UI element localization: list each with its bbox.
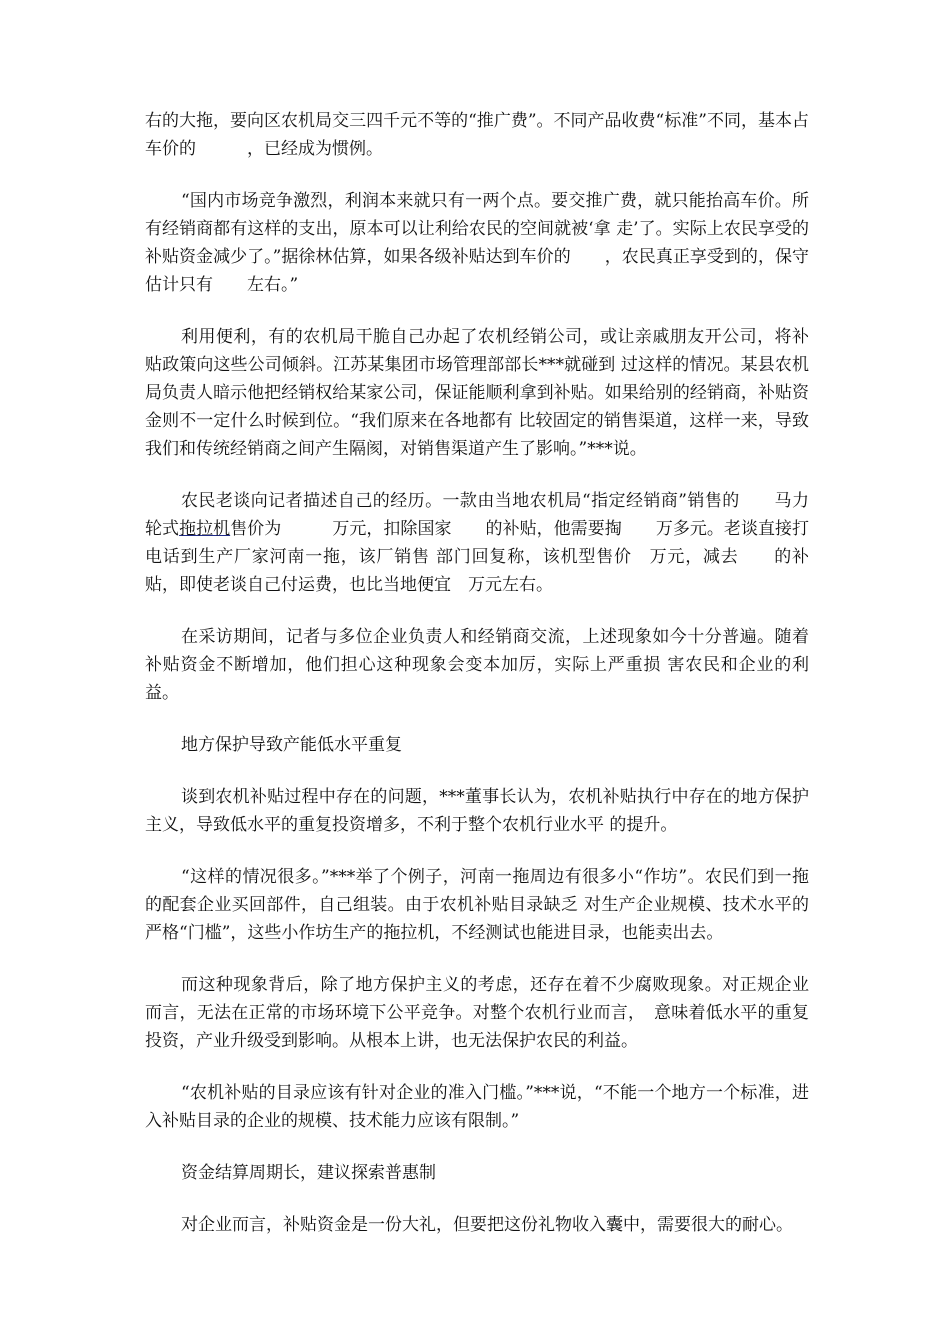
paragraph-4-text-after: 售价为 万元，扣除国家 的补贴，他需要掏 万多元。老谈直接打电话到生产厂家河南一拖，该厂销售 部门回复称，该机型售价 万元，减去 的补贴，即使老谈自己付运费，也比当地便宜 万元左右。	[145, 519, 810, 595]
paragraph-10: 对企业而言，补贴资金是一份大礼，但要把这份礼物收入囊中，需要很大的耐心。	[181, 1215, 793, 1235]
paragraph-6: 谈到农机补贴过程中存在的问题，***董事长认为，农机补贴执行中存在的地方保护主义，导致低水平的重复投资增多，不利于整个农机行业水平 的提升。	[145, 787, 809, 835]
paragraph-4-text-before: 农民老谈向记者描述自己的经历。一款由当地农机局“指定经销商”销售的 马力轮式	[145, 491, 809, 539]
paragraph-5: 在采访期间，记者与多位企业负责人和经销商交流，上述现象如今十分普遍。随着补贴资金不断增加，他们担心这种现象会变本加厉，实际上严重损 害农民和企业的利益。	[145, 627, 809, 703]
paragraph-2: “国内市场竞争激烈，利润本来就只有一两个点。要交推广费，就只能抬高车价。所有经销商都有这样的支出，原本可以让利给农民的空间就被‘拿 走’了。实际上农民享受的补贴资金减少了。”据徐林估算，如果各级补贴达到车价的 ，农民真正享受到的，保守估计只有 左右。”	[145, 191, 809, 295]
paragraph-8: 而这种现象背后，除了地方保护主义的考虑，还存在着不少腐败现象。对正规企业而言，无法在正常的市场环境下公平竞争。对整个农机行业而言， 意味着低水平的重复投资，产业升级受到影响。从根本上讲，也无法保护农民的利益。	[145, 975, 809, 1051]
paragraph-9: “农机补贴的目录应该有针对企业的准入门槛。”***说，“不能一个地方一个标准，进入补贴目录的企业的规模、技术能力应该有限制。”	[145, 1083, 809, 1131]
tractor-link[interactable]: 拖拉机	[179, 519, 231, 539]
paragraph-7: “这样的情况很多。”***举了个例子，河南一拖周边有很多小“作坊”。农民们到一拖的配套企业买回部件，自己组装。由于农机补贴目录缺乏 对生产企业规模、技术水平的严格“门槛”，这些小作坊生产的拖拉机，不经测试也能进目录，也能卖出去。	[145, 867, 809, 943]
section-heading-settlement-cycle: 资金结算周期长，建议探索普惠制	[181, 1163, 436, 1183]
document-page	[145, 107, 809, 1263]
paragraph-4	[145, 487, 809, 599]
section-heading-local-protection: 地方保护导致产能低水平重复	[181, 735, 402, 755]
paragraph-1: 右的大拖，要向区农机局交三四千元不等的“推广费”。不同产品收费“标准”不同，基本占车价的 ，已经成为惯例。	[145, 111, 809, 159]
paragraph-3: 利用便利，有的农机局干脆自己办起了农机经销公司，或让亲戚朋友开公司，将补贴政策向这些公司倾斜。江苏某集团市场管理部部长***就碰到 过这样的情况。某县农机局负责人暗示他把经销权给某家公司，保证能顺利拿到补贴。如果给别的经销商，补贴资金则不一定什么时候到位。“我们原来在各地都有 比较固定的销售渠道，这样一来，导致我们和传统经销商之间产生隔阂，对销售渠道产生了影响。”***说。	[145, 327, 809, 459]
